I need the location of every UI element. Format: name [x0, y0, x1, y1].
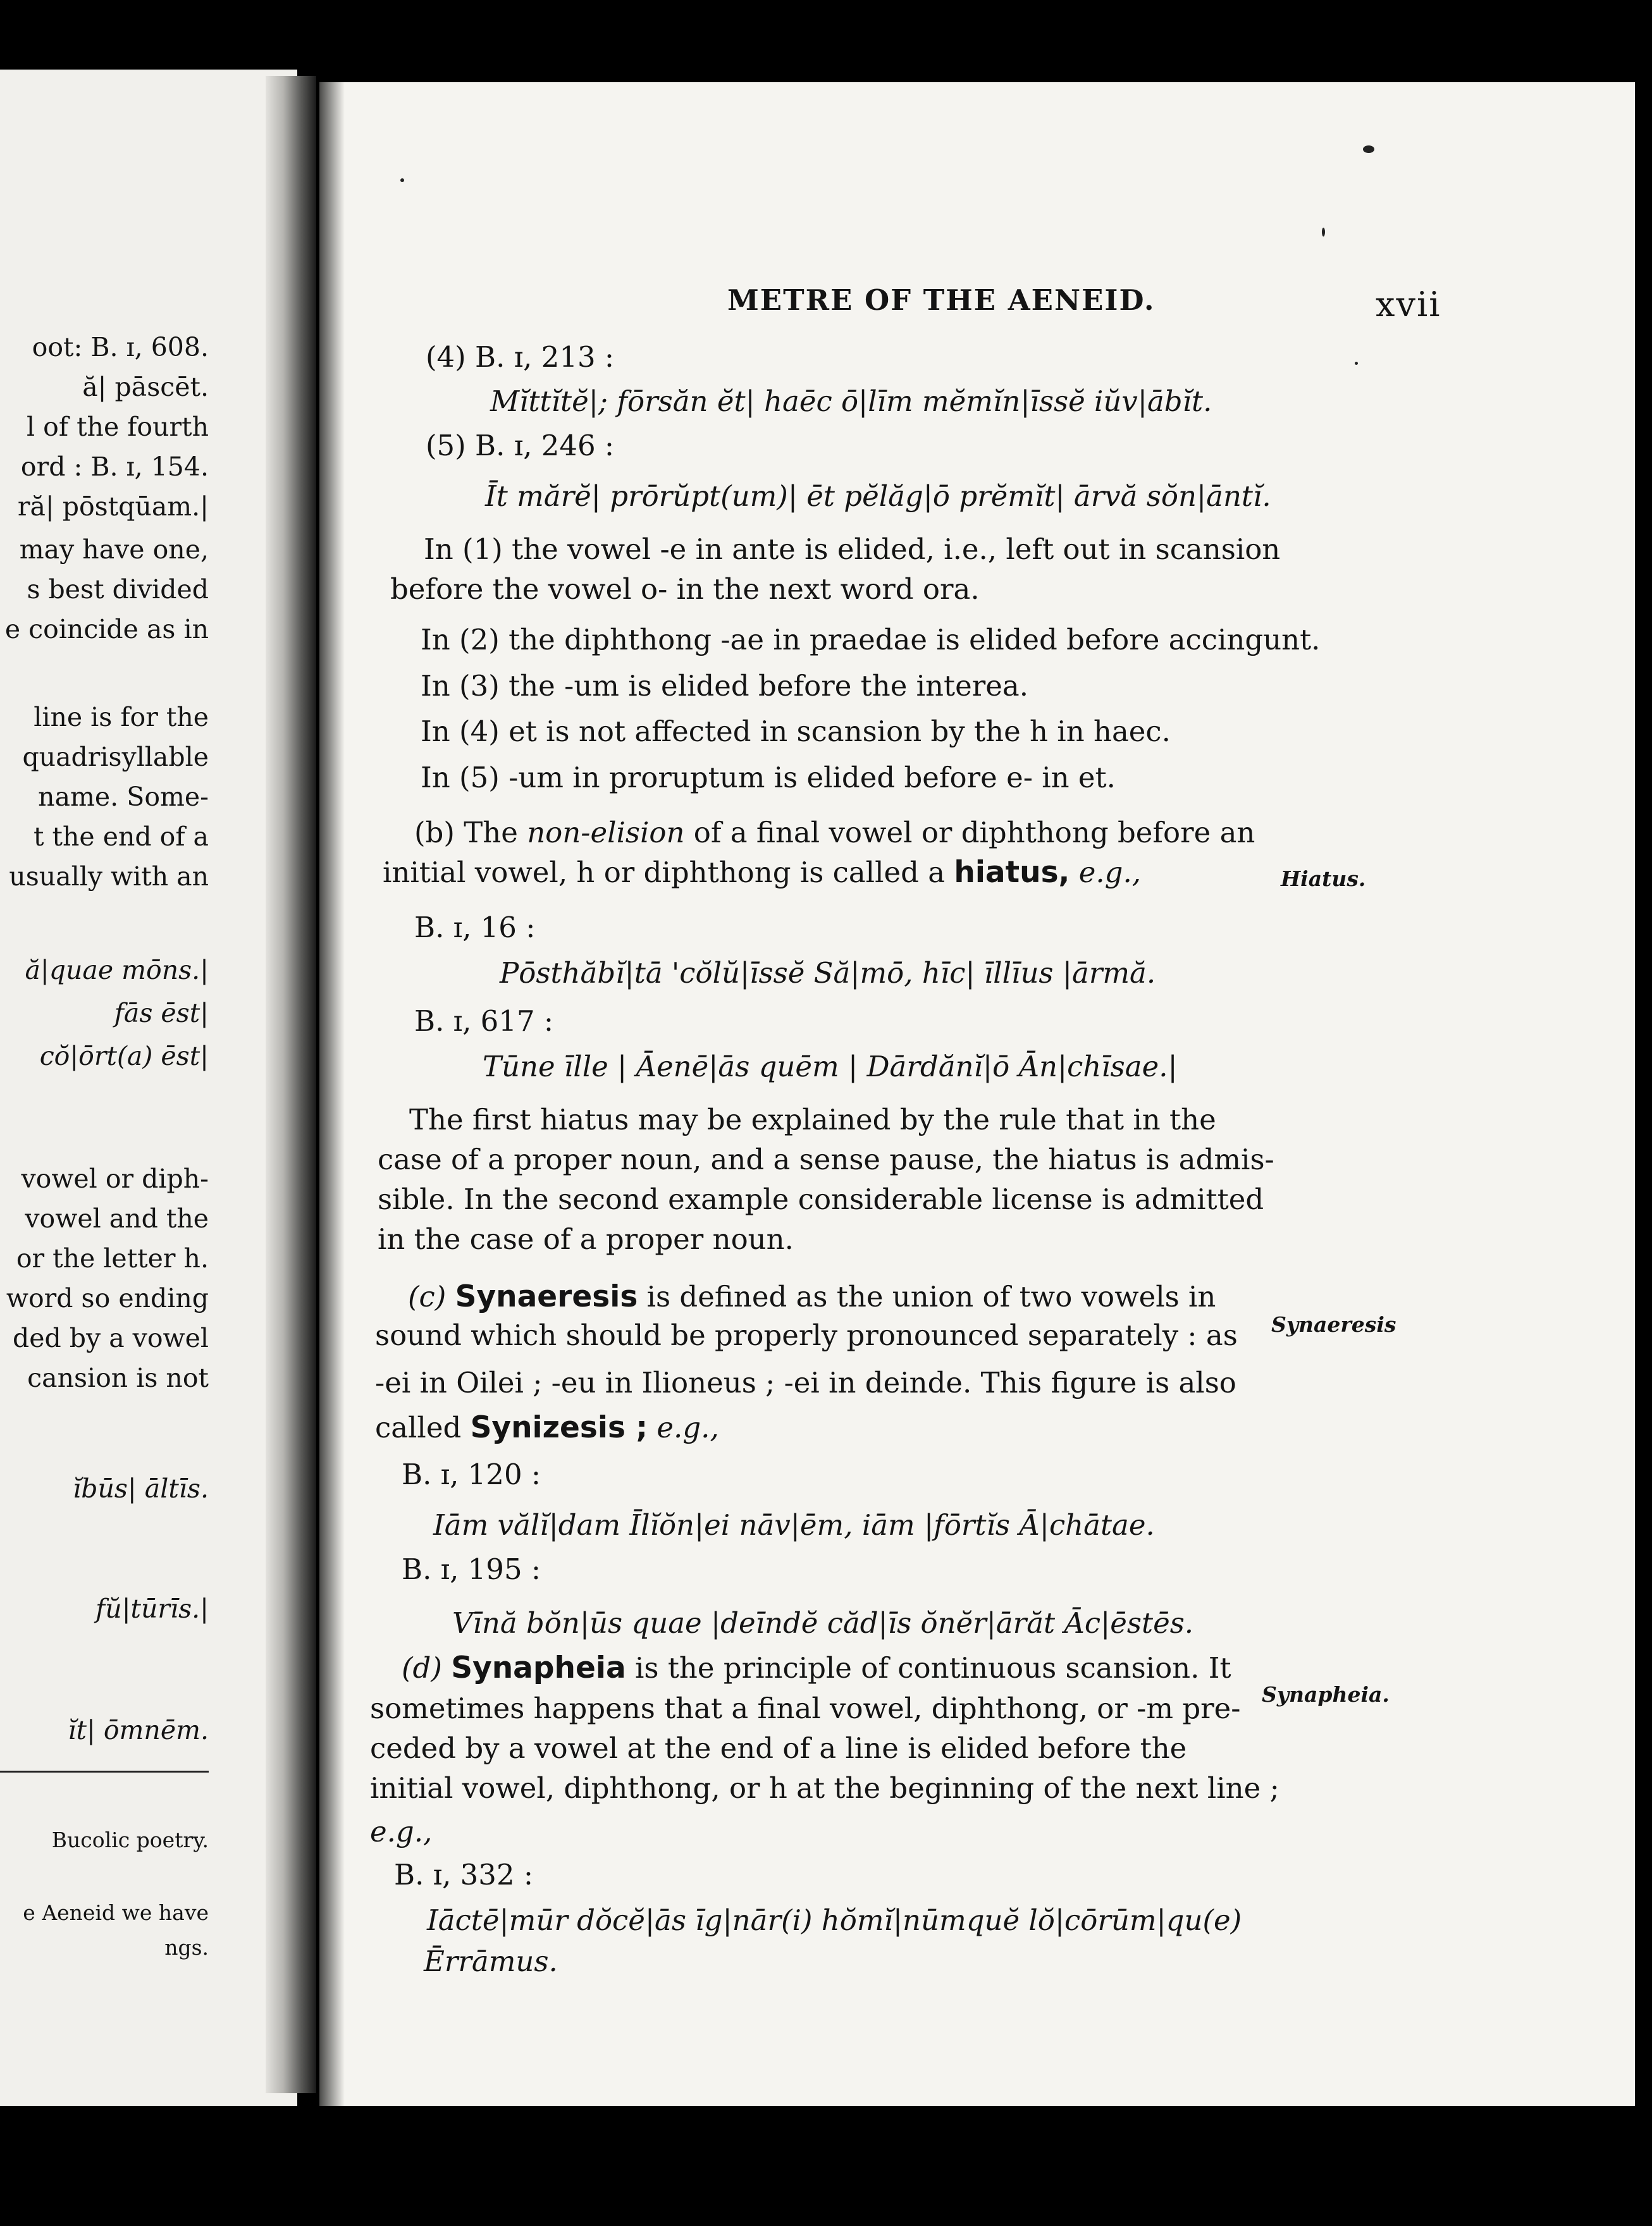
text: initial vowel, h or diphthong is called a — [383, 856, 946, 889]
hiatus-explanation: sible. In the second example considerable license is admitted — [378, 1183, 1264, 1216]
book-gutter — [266, 76, 316, 2093]
left-line: or the letter h. — [16, 1243, 209, 1274]
left-line: may have one, — [19, 534, 209, 565]
synaeresis-verse-2: Vīnă bŏn|ūs quae |deīndĕ căd|īs ŏnĕr|ārăt Āc|ēstēs. — [452, 1606, 1194, 1640]
text: The — [464, 816, 518, 849]
explanation-line: In (4) et is not affected in scansion by the h in haec. — [421, 715, 1171, 748]
left-line: ă| pāscēt. — [82, 372, 209, 402]
left-line: s best divided — [27, 574, 209, 605]
text: called — [375, 1411, 462, 1444]
right-page — [319, 82, 1635, 2106]
page-number: xvii — [1376, 285, 1441, 324]
left-line: oot: B. ɪ, 608. — [32, 332, 209, 362]
hiatus-explanation: in the case of a proper noun. — [378, 1222, 794, 1256]
hiatus-definition-line-2 — [383, 855, 1141, 890]
explanation-line: before the vowel o- in the next word ora. — [390, 572, 980, 606]
left-line: name. Some- — [38, 782, 209, 812]
page-edge-shadow — [319, 82, 345, 2106]
term-synaeresis: Synaeresis — [455, 1279, 638, 1314]
left-line: line is for the — [34, 702, 209, 732]
left-line: word so ending — [6, 1283, 209, 1313]
left-line: ă|quae mōns.| — [25, 955, 209, 985]
hiatus-verse-2: Tūne īlle | Āenē|ās quēm | Dārdănĭ|ō Ān|chīsae.| — [483, 1050, 1178, 1083]
margin-note-synapheia: Synapheia. — [1262, 1682, 1390, 1707]
text: e.g., — [656, 1411, 719, 1444]
left-line: usually with an — [9, 861, 209, 892]
left-line: e coincide as in — [4, 614, 209, 644]
explanation-line: In (5) -um in proruptum is elided before e- in et. — [421, 761, 1116, 794]
emphasis: non-elision — [527, 816, 685, 849]
margin-note-hiatus: Hiatus. — [1281, 866, 1366, 891]
running-head: METRE OF THE AENEID. — [727, 283, 1156, 317]
example-4-reference: (4) B. ɪ, 213 : — [426, 340, 615, 374]
left-footnote: Bucolic poetry. — [51, 1828, 209, 1852]
left-footnote: ngs. — [164, 1935, 209, 1960]
margin-note-synaeresis: Synaeresis — [1271, 1312, 1396, 1337]
text: e.g., — [1078, 856, 1142, 889]
example-4-verse: Mĭttĭtĕ|; fōrsăn ĕt| haēc ō|līm mĕmĭn|īssĕ iŭv|ābĭt. — [490, 384, 1212, 418]
explanation-line: In (2) the diphthong -ae in praedae is elided before accingunt. — [421, 623, 1321, 656]
synaeresis-line-4 — [375, 1410, 719, 1445]
left-line: cansion is not — [27, 1363, 209, 1393]
term-hiatus: hiatus, — [954, 855, 1070, 890]
hiatus-reference-2: B. ɪ, 617 : — [414, 1004, 554, 1038]
footnote-rule — [0, 1771, 209, 1773]
hiatus-explanation: case of a proper noun, and a sense pause, the hiatus is admis- — [378, 1143, 1274, 1176]
term-synapheia: Synapheia — [451, 1651, 626, 1685]
synapheia-definition-line-1 — [402, 1651, 1231, 1685]
synaeresis-line: -ei in Oilei ; -eu in Ilioneus ; -ei in deinde. This figure is also — [375, 1366, 1236, 1399]
explanation-line: In (1) the vowel -e in ante is elided, i.e., left out in scansion — [424, 532, 1281, 566]
synaeresis-reference-2: B. ɪ, 195 : — [402, 1553, 541, 1586]
synaeresis-reference-1: B. ɪ, 120 : — [402, 1458, 541, 1491]
example-5-verse: Īt mărĕ| prōrŭpt(um)| ēt pĕlăg|ō prĕmĭt| ārvă sŏn|āntĭ. — [485, 479, 1271, 513]
hiatus-reference-1: B. ɪ, 16 : — [414, 911, 536, 944]
left-line: ĭbūs| āltīs. — [73, 1473, 209, 1504]
section-label: (c) — [408, 1280, 447, 1313]
left-line: ră| pōstqūam.| — [17, 491, 209, 522]
left-line: fŭ|tūrīs.| — [96, 1594, 209, 1624]
scan-speck — [1363, 145, 1374, 153]
hiatus-definition-line-1 — [414, 816, 1255, 849]
synapheia-verse-1: Iāctē|mūr dŏcĕ|ās īg|nār(i) hŏmĭ|nūmquĕ lŏ|cōrūm|qu(e) — [427, 1903, 1242, 1937]
synapheia-line: initial vowel, diphthong, or h at the beginning of the next line ; — [370, 1771, 1279, 1805]
synapheia-reference: B. ɪ, 332 : — [394, 1858, 534, 1891]
synapheia-verse-2: Ērrāmus. — [424, 1945, 558, 1978]
text: is the principle of continuous scansion. It — [635, 1651, 1231, 1685]
synaeresis-definition-line-1 — [408, 1279, 1216, 1314]
left-line: ded by a vowel — [12, 1323, 209, 1353]
example-5-reference: (5) B. ɪ, 246 : — [426, 429, 615, 462]
left-line: l of the fourth — [27, 412, 209, 442]
synapheia-line: ceded by a vowel at the end of a line is elided before the — [370, 1731, 1187, 1765]
left-line: cŏ|ōrt(a) ēst| — [39, 1041, 209, 1071]
synapheia-line: e.g., — [370, 1815, 433, 1848]
left-line: ord : B. ɪ, 154. — [20, 452, 209, 482]
section-label: (d) — [402, 1651, 442, 1685]
scan-speck — [1355, 362, 1358, 365]
synaeresis-line: sound which should be properly pronounced separately : as — [375, 1319, 1238, 1352]
synaeresis-verse-1: Iām vălĭ|dam Īlĭŏn|ei nāv|ēm, iām |fōrtĭs Ā|chātae. — [433, 1508, 1155, 1542]
hiatus-verse-1: Pōsthăbĭ|tā 'cŏlŭ|īssĕ Să|mō, hīc| īllīus |ārmă. — [500, 956, 1156, 990]
left-footnote: e Aeneid we have — [23, 1900, 209, 1925]
hiatus-explanation: The first hiatus may be explained by the rule that in the — [409, 1103, 1216, 1136]
left-line: ĭt| ōmnēm. — [68, 1715, 209, 1745]
scan-speck — [1322, 228, 1325, 237]
left-page — [0, 70, 297, 2106]
left-line: t the end of a — [34, 821, 209, 852]
term-synizesis: Synizesis ; — [470, 1410, 648, 1445]
left-line: fās ēst| — [114, 998, 209, 1028]
text: of a final vowel or diphthong before an — [693, 816, 1255, 849]
scan-speck — [400, 178, 404, 182]
explanation-line: In (3) the -um is elided before the interea. — [421, 669, 1029, 703]
synapheia-line: sometimes happens that a final vowel, diphthong, or -m pre- — [370, 1692, 1241, 1725]
text: is defined as the union of two vowels in — [646, 1280, 1216, 1313]
left-line: vowel and the — [25, 1203, 209, 1234]
left-line: vowel or diph- — [21, 1164, 209, 1194]
left-line: quadrisyllable — [22, 742, 209, 772]
section-label: (b) — [414, 816, 455, 849]
